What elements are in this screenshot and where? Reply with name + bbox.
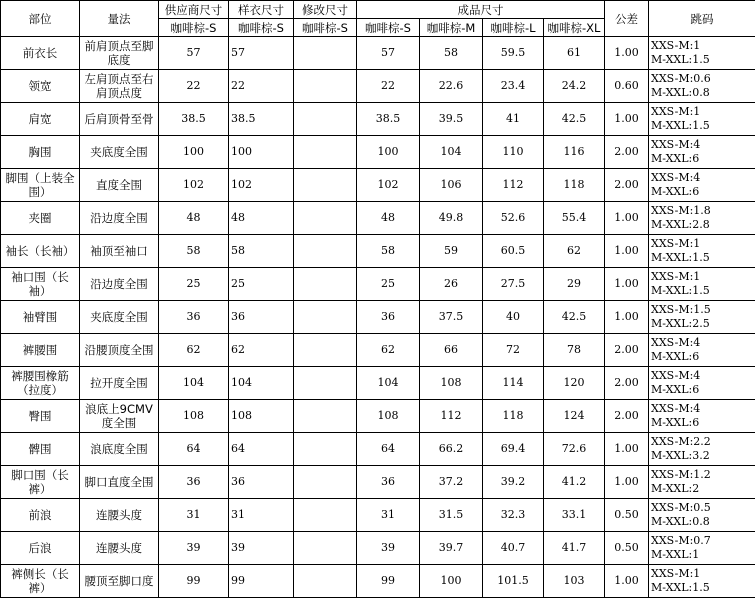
cell-finished-m: 37.2 <box>420 466 483 499</box>
cell-tolerance: 1.00 <box>605 565 649 598</box>
cell-finished-l: 69.4 <box>483 433 544 466</box>
cell-finished-l: 40 <box>483 301 544 334</box>
cell-tolerance: 1.00 <box>605 268 649 301</box>
cell-finished-s: 100 <box>357 136 420 169</box>
cell-finished-m: 100 <box>420 565 483 598</box>
grading-line-2: M-XXL:1.5 <box>651 581 753 595</box>
cell-finished-s: 102 <box>357 169 420 202</box>
header-part: 部位 <box>1 1 80 37</box>
grading-line-1: XXS-M:4 <box>651 138 753 152</box>
grading-line-2: M-XXL:1 <box>651 548 753 562</box>
cell-finished-m: 58 <box>420 37 483 70</box>
grading-line-2: M-XXL:6 <box>651 350 753 364</box>
cell-grading <box>649 268 755 301</box>
cell-supplier-size: 36 <box>159 466 229 499</box>
table-row <box>1 136 755 169</box>
cell-grading <box>649 565 755 598</box>
cell-part: 前浪 <box>1 499 80 532</box>
cell-finished-m: 22.6 <box>420 70 483 103</box>
header-method: 量法 <box>80 1 159 37</box>
cell-revise-size <box>294 136 357 169</box>
cell-grading <box>649 334 755 367</box>
table-row <box>1 103 755 136</box>
grading-line-1: XXS-M:1.5 <box>651 303 753 317</box>
grading-line-2: M-XXL:6 <box>651 185 753 199</box>
grading-line-1: XXS-M:0.7 <box>651 534 753 548</box>
grading-line-2: M-XXL:2.8 <box>651 218 753 232</box>
cell-part: 胸围 <box>1 136 80 169</box>
cell-tolerance: 1.00 <box>605 433 649 466</box>
subheader-finished-s: 咖啡棕-S <box>357 19 420 37</box>
cell-finished-xl: 42.5 <box>544 103 605 136</box>
cell-supplier-size: 62 <box>159 334 229 367</box>
cell-revise-size <box>294 532 357 565</box>
cell-revise-size <box>294 37 357 70</box>
cell-finished-xl: 120 <box>544 367 605 400</box>
cell-finished-s: 108 <box>357 400 420 433</box>
grading-line-1: XXS-M:1 <box>651 270 753 284</box>
cell-finished-l: 101.5 <box>483 565 544 598</box>
cell-supplier-size: 36 <box>159 301 229 334</box>
cell-finished-s: 104 <box>357 367 420 400</box>
grading-line-2: M-XXL:1.5 <box>651 119 753 133</box>
grading-line-1: XXS-M:0.5 <box>651 501 753 515</box>
table-row <box>1 367 755 400</box>
cell-revise-size <box>294 70 357 103</box>
cell-supplier-size: 64 <box>159 433 229 466</box>
table-row <box>1 70 755 103</box>
grading-line-1: XXS-M:2.2 <box>651 435 753 449</box>
header-sample-size: 样衣尺寸 <box>229 1 294 19</box>
cell-grading <box>649 532 755 565</box>
cell-method: 沿腰顶度全围 <box>80 334 159 367</box>
cell-finished-l: 72 <box>483 334 544 367</box>
cell-supplier-size: 38.5 <box>159 103 229 136</box>
cell-sample-size: 36 <box>229 466 294 499</box>
cell-part: 脚围（上装全围） <box>1 169 80 202</box>
table-row <box>1 565 755 598</box>
cell-grading <box>649 499 755 532</box>
cell-tolerance: 2.00 <box>605 136 649 169</box>
cell-part: 袖长（长袖） <box>1 235 80 268</box>
cell-finished-m: 37.5 <box>420 301 483 334</box>
cell-supplier-size: 39 <box>159 532 229 565</box>
cell-method: 沿边度全围 <box>80 268 159 301</box>
cell-supplier-size: 22 <box>159 70 229 103</box>
cell-finished-xl: 103 <box>544 565 605 598</box>
header-finished-size: 成品尺寸 <box>357 1 605 19</box>
cell-finished-m: 104 <box>420 136 483 169</box>
cell-grading <box>649 70 755 103</box>
cell-supplier-size: 25 <box>159 268 229 301</box>
grading-line-1: XXS-M:1 <box>651 39 753 53</box>
cell-tolerance: 2.00 <box>605 400 649 433</box>
cell-sample-size: 36 <box>229 301 294 334</box>
cell-finished-l: 23.4 <box>483 70 544 103</box>
cell-revise-size <box>294 202 357 235</box>
cell-grading <box>649 202 755 235</box>
cell-finished-s: 31 <box>357 499 420 532</box>
grading-line-2: M-XXL:0.8 <box>651 515 753 529</box>
cell-tolerance: 2.00 <box>605 169 649 202</box>
cell-part: 裤侧长（长裤） <box>1 565 80 598</box>
cell-method: 直度全围 <box>80 169 159 202</box>
cell-tolerance: 1.00 <box>605 103 649 136</box>
cell-finished-xl: 118 <box>544 169 605 202</box>
cell-finished-xl: 116 <box>544 136 605 169</box>
cell-part: 夹圈 <box>1 202 80 235</box>
cell-finished-m: 31.5 <box>420 499 483 532</box>
cell-finished-l: 41 <box>483 103 544 136</box>
cell-tolerance: 1.00 <box>605 466 649 499</box>
cell-sample-size: 99 <box>229 565 294 598</box>
cell-sample-size: 39 <box>229 532 294 565</box>
cell-sample-size: 100 <box>229 136 294 169</box>
cell-finished-m: 106 <box>420 169 483 202</box>
cell-revise-size <box>294 268 357 301</box>
cell-tolerance: 1.00 <box>605 235 649 268</box>
cell-sample-size: 22 <box>229 70 294 103</box>
cell-method: 沿边度全围 <box>80 202 159 235</box>
cell-finished-xl: 33.1 <box>544 499 605 532</box>
cell-finished-xl: 61 <box>544 37 605 70</box>
cell-finished-l: 27.5 <box>483 268 544 301</box>
cell-finished-l: 59.5 <box>483 37 544 70</box>
cell-grading <box>649 136 755 169</box>
cell-method: 腰顶至脚口度 <box>80 565 159 598</box>
cell-sample-size: 64 <box>229 433 294 466</box>
cell-revise-size <box>294 433 357 466</box>
cell-finished-l: 39.2 <box>483 466 544 499</box>
table-row <box>1 400 755 433</box>
cell-supplier-size: 57 <box>159 37 229 70</box>
cell-finished-s: 48 <box>357 202 420 235</box>
cell-finished-l: 52.6 <box>483 202 544 235</box>
cell-revise-size <box>294 103 357 136</box>
cell-tolerance: 1.00 <box>605 202 649 235</box>
cell-sample-size: 108 <box>229 400 294 433</box>
cell-revise-size <box>294 499 357 532</box>
cell-method: 夹底度全围 <box>80 301 159 334</box>
cell-tolerance: 0.60 <box>605 70 649 103</box>
table-row <box>1 334 755 367</box>
grading-line-1: XXS-M:4 <box>651 171 753 185</box>
cell-finished-m: 112 <box>420 400 483 433</box>
cell-part: 髀围 <box>1 433 80 466</box>
table-row <box>1 433 755 466</box>
cell-sample-size: 31 <box>229 499 294 532</box>
cell-method: 浪底上9CMV度全围 <box>80 400 159 433</box>
table-row <box>1 235 755 268</box>
cell-revise-size <box>294 301 357 334</box>
cell-sample-size: 102 <box>229 169 294 202</box>
table-row <box>1 37 755 70</box>
cell-revise-size <box>294 235 357 268</box>
cell-tolerance: 2.00 <box>605 367 649 400</box>
cell-finished-xl: 41.2 <box>544 466 605 499</box>
cell-method: 夹底度全围 <box>80 136 159 169</box>
cell-revise-size <box>294 367 357 400</box>
cell-part: 脚口围（长裤） <box>1 466 80 499</box>
grading-line-1: XXS-M:0.6 <box>651 72 753 86</box>
cell-method: 连腰头度 <box>80 499 159 532</box>
cell-sample-size: 38.5 <box>229 103 294 136</box>
table-row <box>1 301 755 334</box>
cell-supplier-size: 100 <box>159 136 229 169</box>
cell-sample-size: 48 <box>229 202 294 235</box>
cell-supplier-size: 48 <box>159 202 229 235</box>
subheader-revise: 咖啡棕-S <box>294 19 357 37</box>
cell-finished-s: 25 <box>357 268 420 301</box>
cell-finished-s: 99 <box>357 565 420 598</box>
cell-finished-m: 108 <box>420 367 483 400</box>
cell-finished-s: 58 <box>357 235 420 268</box>
cell-supplier-size: 99 <box>159 565 229 598</box>
cell-method: 后肩顶骨至骨 <box>80 103 159 136</box>
cell-grading <box>649 301 755 334</box>
cell-revise-size <box>294 400 357 433</box>
subheader-sample: 咖啡棕-S <box>229 19 294 37</box>
cell-finished-xl: 41.7 <box>544 532 605 565</box>
grading-line-1: XXS-M:4 <box>651 402 753 416</box>
grading-line-2: M-XXL:6 <box>651 152 753 166</box>
cell-revise-size <box>294 466 357 499</box>
grading-line-2: M-XXL:6 <box>651 383 753 397</box>
cell-supplier-size: 58 <box>159 235 229 268</box>
cell-method: 袖顶至袖口 <box>80 235 159 268</box>
cell-part: 袖口围（长袖） <box>1 268 80 301</box>
grading-line-1: XXS-M:1.2 <box>651 468 753 482</box>
grading-line-2: M-XXL:3.2 <box>651 449 753 463</box>
table-row <box>1 202 755 235</box>
cell-part: 裤腰围橡筋（拉度） <box>1 367 80 400</box>
cell-finished-s: 64 <box>357 433 420 466</box>
cell-tolerance: 1.00 <box>605 301 649 334</box>
grading-line-2: M-XXL:1.5 <box>651 251 753 265</box>
cell-sample-size: 25 <box>229 268 294 301</box>
grading-line-1: XXS-M:1.8 <box>651 204 753 218</box>
cell-finished-s: 36 <box>357 301 420 334</box>
table-row <box>1 499 755 532</box>
cell-grading <box>649 235 755 268</box>
grading-line-1: XXS-M:1 <box>651 237 753 251</box>
cell-sample-size: 57 <box>229 37 294 70</box>
cell-supplier-size: 104 <box>159 367 229 400</box>
grading-line-1: XXS-M:1 <box>651 567 753 581</box>
cell-supplier-size: 31 <box>159 499 229 532</box>
cell-method: 连腰头度 <box>80 532 159 565</box>
cell-finished-m: 39.5 <box>420 103 483 136</box>
cell-grading <box>649 466 755 499</box>
subheader-finished-m: 咖啡棕-M <box>420 19 483 37</box>
cell-method: 前肩顶点至脚底度 <box>80 37 159 70</box>
cell-finished-l: 110 <box>483 136 544 169</box>
cell-finished-xl: 55.4 <box>544 202 605 235</box>
cell-finished-m: 66 <box>420 334 483 367</box>
cell-part: 裤腰围 <box>1 334 80 367</box>
cell-revise-size <box>294 334 357 367</box>
grading-line-2: M-XXL:0.8 <box>651 86 753 100</box>
grading-line-1: XXS-M:4 <box>651 369 753 383</box>
cell-method: 浪底度全围 <box>80 433 159 466</box>
cell-finished-s: 62 <box>357 334 420 367</box>
cell-grading <box>649 37 755 70</box>
subheader-finished-l: 咖啡棕-L <box>483 19 544 37</box>
cell-part: 肩宽 <box>1 103 80 136</box>
table-row <box>1 532 755 565</box>
cell-supplier-size: 108 <box>159 400 229 433</box>
cell-finished-s: 57 <box>357 37 420 70</box>
subheader-supplier: 咖啡棕-S <box>159 19 229 37</box>
grading-line-1: XXS-M:1 <box>651 105 753 119</box>
header-grading: 跳码 <box>649 1 755 37</box>
grading-line-2: M-XXL:6 <box>651 416 753 430</box>
cell-grading <box>649 103 755 136</box>
cell-finished-xl: 24.2 <box>544 70 605 103</box>
grading-line-1: XXS-M:4 <box>651 336 753 350</box>
cell-sample-size: 58 <box>229 235 294 268</box>
cell-finished-s: 36 <box>357 466 420 499</box>
cell-finished-s: 38.5 <box>357 103 420 136</box>
cell-tolerance: 2.00 <box>605 334 649 367</box>
cell-grading <box>649 433 755 466</box>
table-row <box>1 268 755 301</box>
grading-line-2: M-XXL:2 <box>651 482 753 496</box>
cell-finished-l: 114 <box>483 367 544 400</box>
cell-finished-m: 39.7 <box>420 532 483 565</box>
cell-method: 脚口直度全围 <box>80 466 159 499</box>
cell-finished-m: 26 <box>420 268 483 301</box>
grading-line-2: M-XXL:1.5 <box>651 53 753 67</box>
table-row <box>1 169 755 202</box>
cell-grading <box>649 169 755 202</box>
cell-finished-l: 32.3 <box>483 499 544 532</box>
cell-method: 左肩顶点至右肩顶点度 <box>80 70 159 103</box>
header-supplier-size: 供应商尺寸 <box>159 1 229 19</box>
cell-finished-xl: 29 <box>544 268 605 301</box>
header-revise-size: 修改尺寸 <box>294 1 357 19</box>
cell-grading <box>649 400 755 433</box>
cell-finished-l: 60.5 <box>483 235 544 268</box>
cell-finished-m: 66.2 <box>420 433 483 466</box>
grading-line-2: M-XXL:1.5 <box>651 284 753 298</box>
cell-finished-xl: 124 <box>544 400 605 433</box>
cell-finished-xl: 78 <box>544 334 605 367</box>
cell-finished-xl: 62 <box>544 235 605 268</box>
cell-method: 拉开度全围 <box>80 367 159 400</box>
cell-sample-size: 62 <box>229 334 294 367</box>
cell-part: 臀围 <box>1 400 80 433</box>
cell-finished-s: 39 <box>357 532 420 565</box>
cell-finished-l: 112 <box>483 169 544 202</box>
cell-part: 前衣长 <box>1 37 80 70</box>
cell-part: 袖臂围 <box>1 301 80 334</box>
cell-tolerance: 0.50 <box>605 532 649 565</box>
cell-revise-size <box>294 565 357 598</box>
cell-finished-xl: 72.6 <box>544 433 605 466</box>
cell-tolerance: 0.50 <box>605 499 649 532</box>
cell-grading <box>649 367 755 400</box>
cell-sample-size: 104 <box>229 367 294 400</box>
cell-finished-xl: 42.5 <box>544 301 605 334</box>
cell-finished-l: 40.7 <box>483 532 544 565</box>
cell-part: 领宽 <box>1 70 80 103</box>
header-tolerance: 公差 <box>605 1 649 37</box>
cell-finished-l: 118 <box>483 400 544 433</box>
cell-finished-m: 59 <box>420 235 483 268</box>
cell-tolerance: 1.00 <box>605 37 649 70</box>
grading-line-2: M-XXL:2.5 <box>651 317 753 331</box>
table-row <box>1 466 755 499</box>
cell-supplier-size: 102 <box>159 169 229 202</box>
cell-finished-m: 49.8 <box>420 202 483 235</box>
cell-finished-s: 22 <box>357 70 420 103</box>
subheader-finished-xl: 咖啡棕-XL <box>544 19 605 37</box>
cell-part: 后浪 <box>1 532 80 565</box>
cell-revise-size <box>294 169 357 202</box>
